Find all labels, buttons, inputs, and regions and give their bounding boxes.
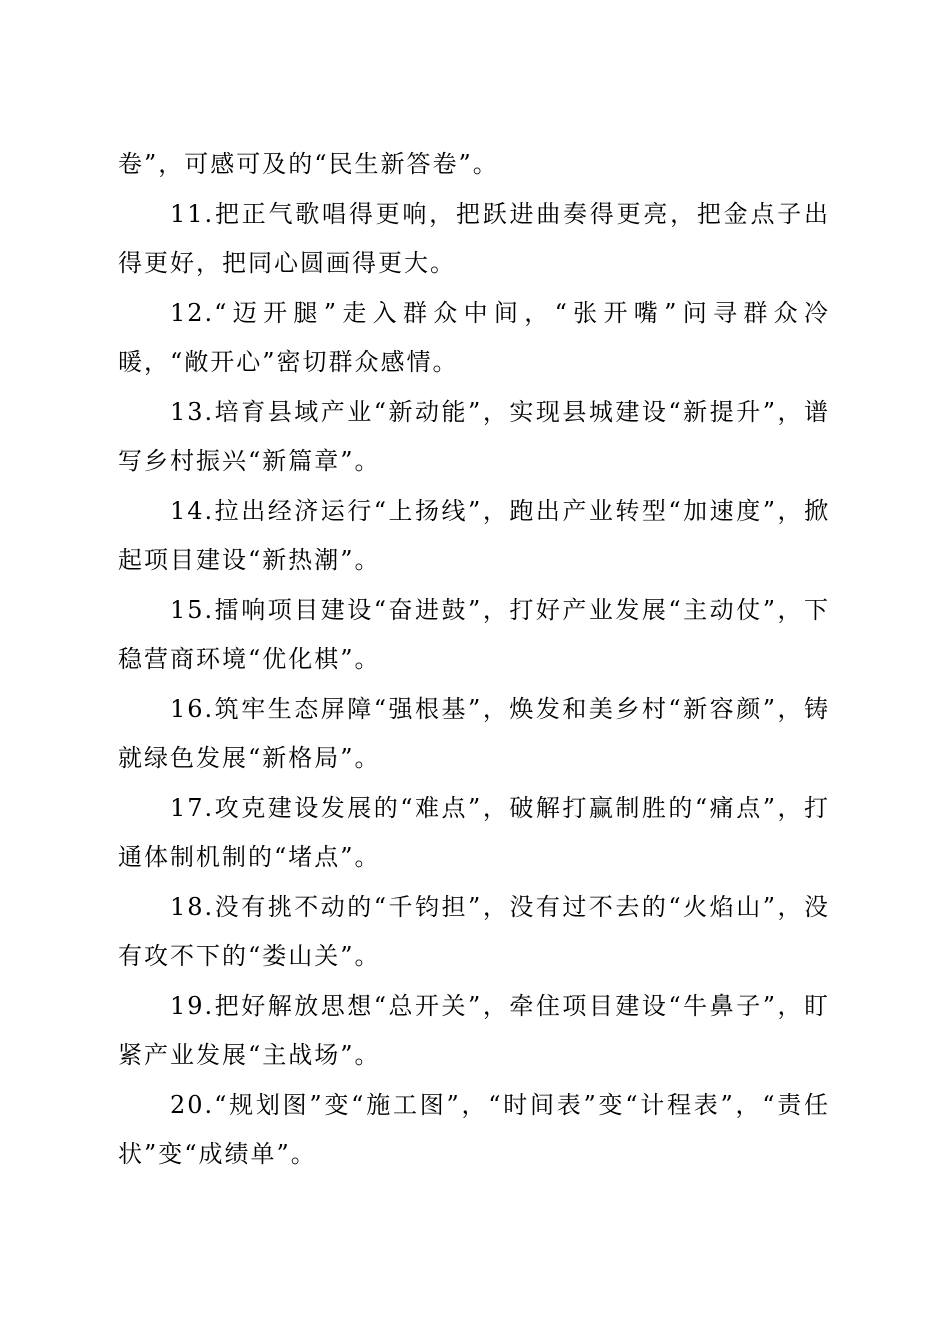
paragraph-item-15: 15.擂响项目建设“奋进鼓”，打好产业发展“主动仗”，下稳营商环境“优化棋”。 <box>118 595 830 673</box>
paragraph-item-20: 20.“规划图”变“施工图”，“时间表”变“计程表”，“责任状”变“成绩单”。 <box>118 1090 830 1168</box>
paragraph-item-13: 13.培育县域产业“新动能”，实现县城建设“新提升”，谱写乡村振兴“新篇章”。 <box>118 397 830 475</box>
document-body <box>118 140 830 1180</box>
paragraph-item-17: 17.攻克建设发展的“难点”，破解打赢制胜的“痛点”，打通体制机制的“堵点”。 <box>118 793 830 871</box>
paragraph-item-11: 11.把正气歌唱得更响，把跃进曲奏得更亮，把金点子出得更好，把同心圆画得更大。 <box>118 199 830 277</box>
paragraph-continuation: 卷”，可感可及的“民生新答卷”。 <box>118 150 499 178</box>
paragraph-item-19: 19.把好解放思想“总开关”，牵住项目建设“牛鼻子”，盯紧产业发展“主战场”。 <box>118 991 830 1069</box>
paragraph-item-12: 12.“迈开腿”走入群众中间，“张开嘴”问寻群众冷暖，“敞开心”密切群众感情。 <box>118 298 830 376</box>
paragraph-item-18: 18.没有挑不动的“千钧担”，没有过不去的“火焰山”，没有攻不下的“娄山关”。 <box>118 892 830 970</box>
paragraph-item-16: 16.筑牢生态屏障“强根基”，焕发和美乡村“新容颜”，铸就绿色发展“新格局”。 <box>118 694 830 772</box>
paragraph-item-14: 14.拉出经济运行“上扬线”，跑出产业转型“加速度”，掀起项目建设“新热潮”。 <box>118 496 830 574</box>
